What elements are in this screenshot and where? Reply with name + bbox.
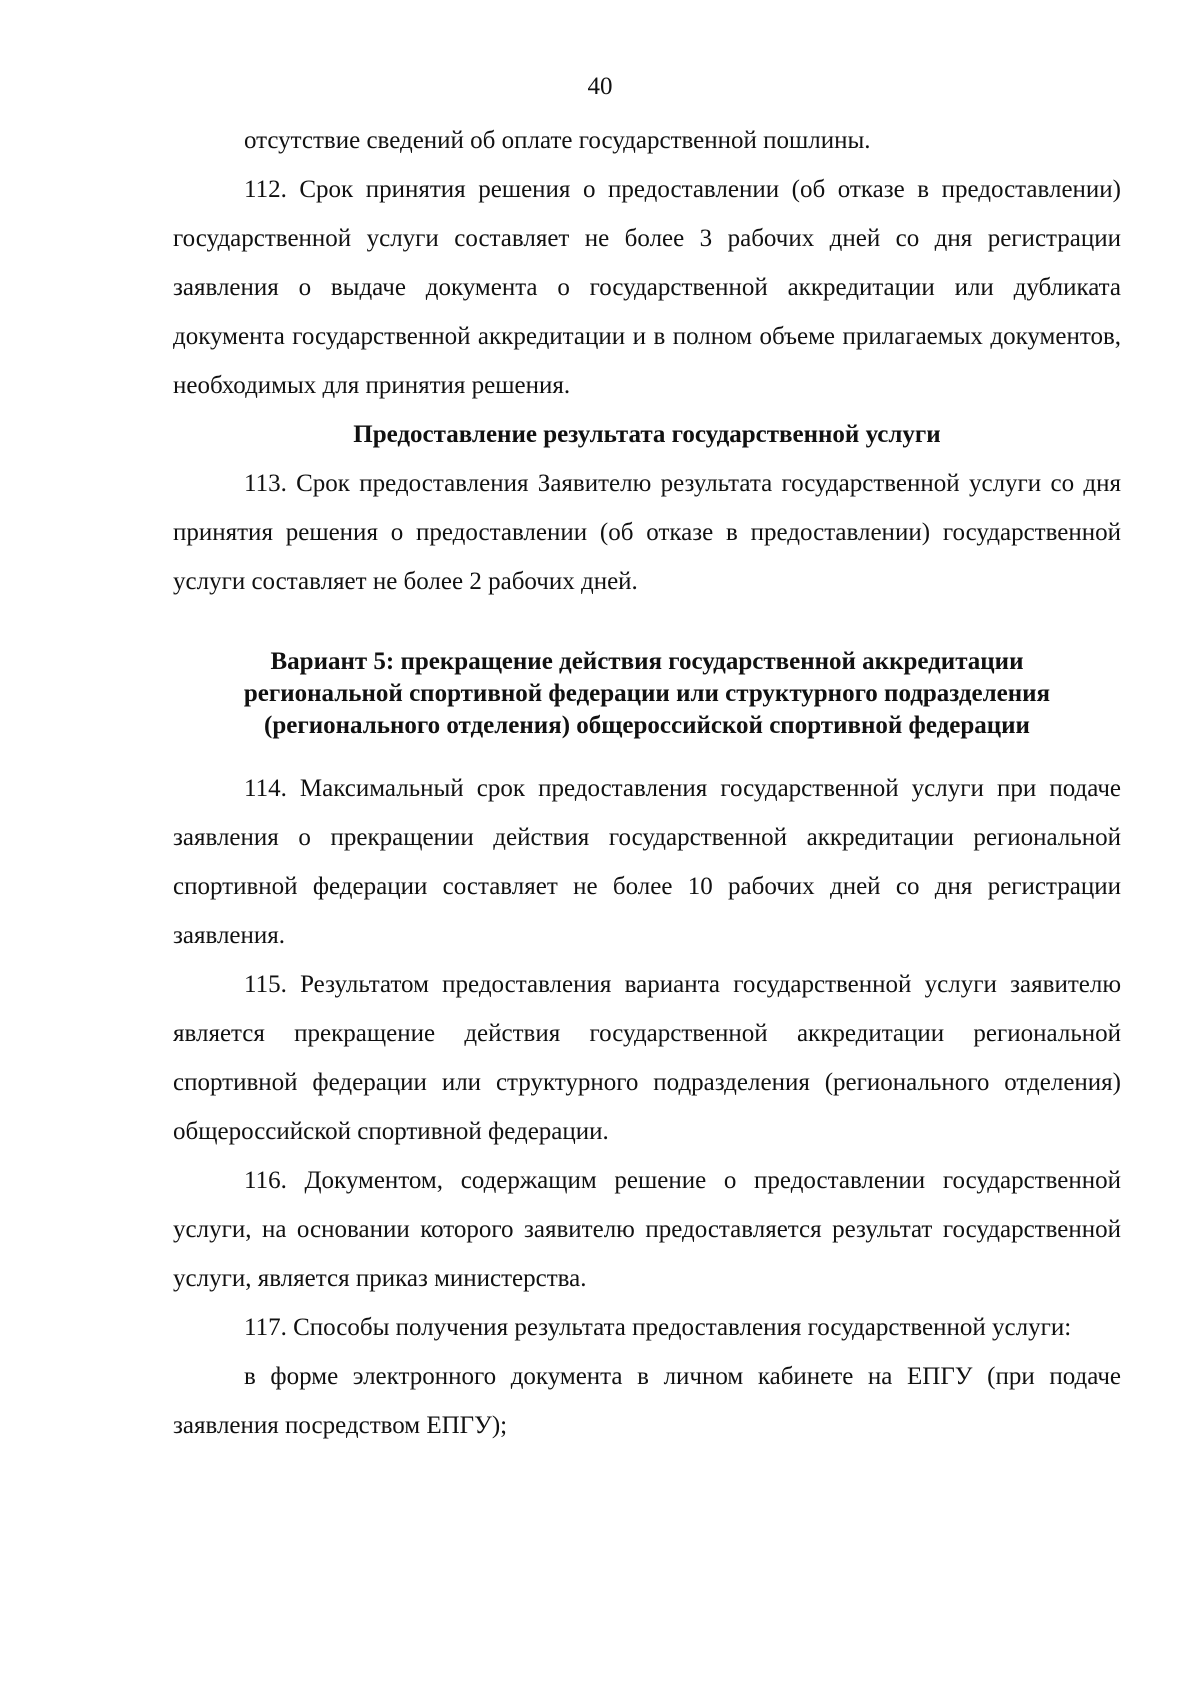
variant-5-heading — [173, 646, 1121, 742]
variant-heading-line-2: региональной спортивной федерации или структурного подразделения — [243, 680, 1051, 707]
paragraph-112: 112. Срок принятия решения о предоставлении (об отказе в предоставлении) государственной услуги составляет не более 3 рабочих дней со дня регистрации заявления о выдаче документа о государственной аккредитации или дубликата документа государственной аккредитации и в полном объеме прилагаемых документов, необходимых для принятия решения. — [173, 176, 1121, 399]
paragraph-116: 116. Документом, содержащим решение о предоставлении государственной услуги, на основании которого заявителю предоставляется результат государственной услуги, является приказ министерства. — [173, 1167, 1121, 1292]
paragraph-117: 117. Способы получения результата предоставления государственной услуги: — [244, 1314, 1072, 1341]
paragraph-epgu-method: в форме электронного документа в личном кабинете на ЕПГУ (при подаче заявления посредством ЕПГУ); — [173, 1363, 1121, 1439]
variant-heading-line-3: (регионального отделения) общероссийской спортивной федерации — [264, 712, 1030, 739]
paragraph-113: 113. Срок предоставления Заявителю результата государственной услуги со дня принятия решения о предоставлении (об отказе в предоставлении) государственной услуги составляет не более 2 рабочих дней. — [173, 470, 1121, 595]
paragraph-115: 115. Результатом предоставления варианта государственной услуги заявителю является прекращение действия государственной аккредитации региональной спортивной федерации или структурного подразделения (регионального отделения) общероссийской спортивной федерации. — [173, 971, 1121, 1145]
page-number: 40 — [587, 73, 613, 100]
paragraph-114: 114. Максимальный срок предоставления государственной услуги при подаче заявления о прекращении действия государственной аккредитации региональной спортивной федерации составляет не более 10 рабочих дней со дня регистрации заявления. — [173, 775, 1121, 949]
document-body — [173, 116, 1121, 1450]
section-heading-result: Предоставление результата государственной услуги — [353, 421, 941, 448]
paragraph-fee-absence: отсутствие сведений об оплате государственной пошлины. — [244, 127, 871, 154]
variant-heading-line-1: Вариант 5: прекращение действия государственной аккредитации — [270, 648, 1024, 675]
